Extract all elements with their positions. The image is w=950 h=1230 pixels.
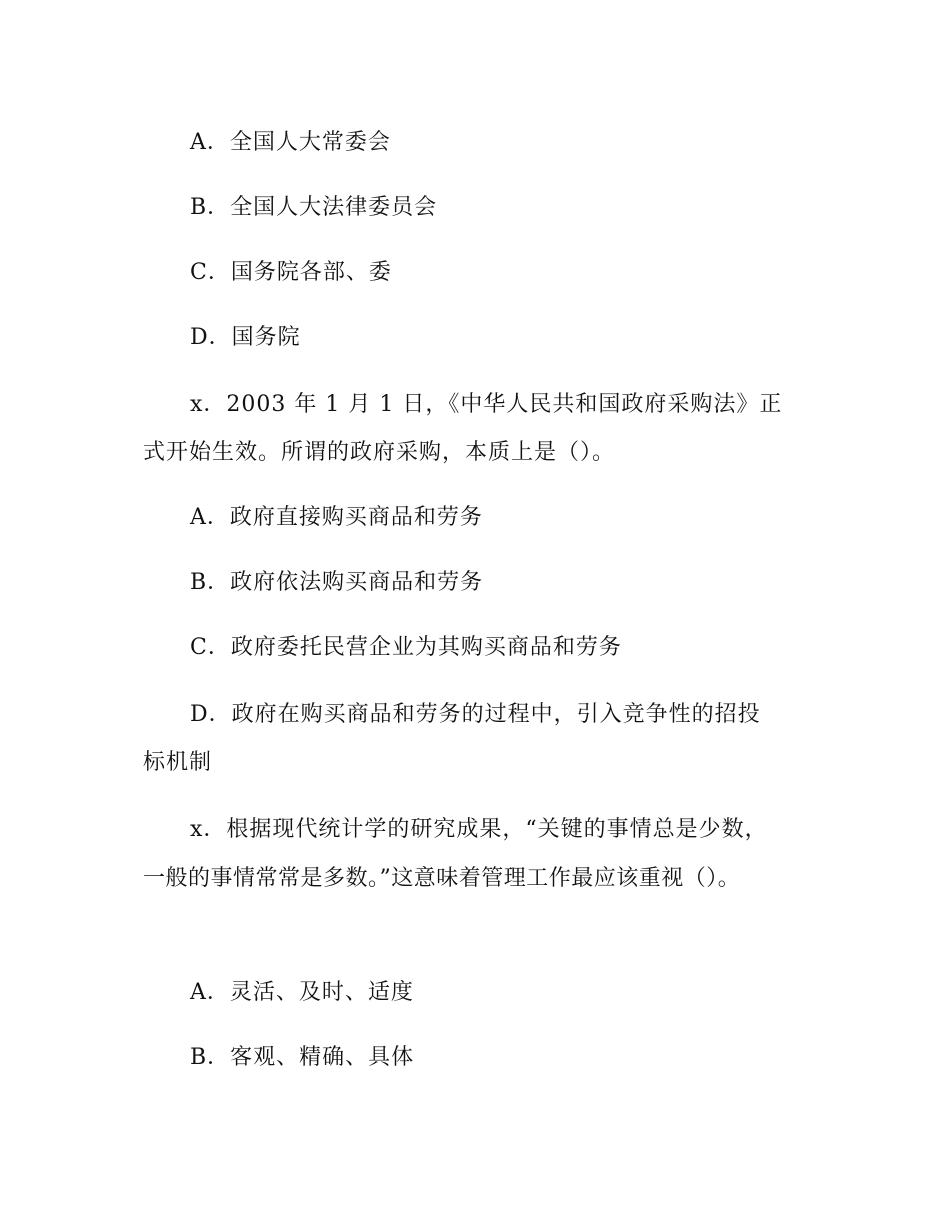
question-1-option-b: B．政府依法购买商品和劳务: [190, 570, 484, 595]
question-1-option-c: C．政府委托民营企业为其购买商品和劳务: [190, 635, 622, 660]
question-2-line-2: 一般的事情常常是多数。”这意味着管理工作最应该重视（）。: [143, 866, 741, 891]
question-2-option-a: A．灵活、及时、适度: [190, 980, 414, 1005]
question-1-option-a: A．政府直接购买商品和劳务: [190, 505, 483, 530]
question-2-option-b: B．客观、精确、具体: [190, 1045, 415, 1070]
question-1-line-1: x．2003 年 1 月 1 日，《中华人民共和国政府采购法》正: [190, 392, 783, 417]
option-c-prev: C．国务院各部、委: [190, 260, 392, 285]
option-a-prev: A．全国人大常委会: [190, 130, 391, 155]
question-2-line-1: x．根据现代统计学的研究成果，“关键的事情总是少数，: [190, 817, 768, 842]
option-b-prev: B．全国人大法律委员会: [190, 195, 438, 220]
question-1-line-2: 式开始生效。所谓的政府采购，本质上是（）。: [143, 440, 616, 465]
question-1-option-d-line-1: D．政府在购买商品和劳务的过程中，引入竞争性的招投: [190, 702, 761, 727]
question-1-option-d-line-2: 标机制: [143, 750, 213, 775]
option-d-prev: D．国务院: [190, 325, 301, 350]
